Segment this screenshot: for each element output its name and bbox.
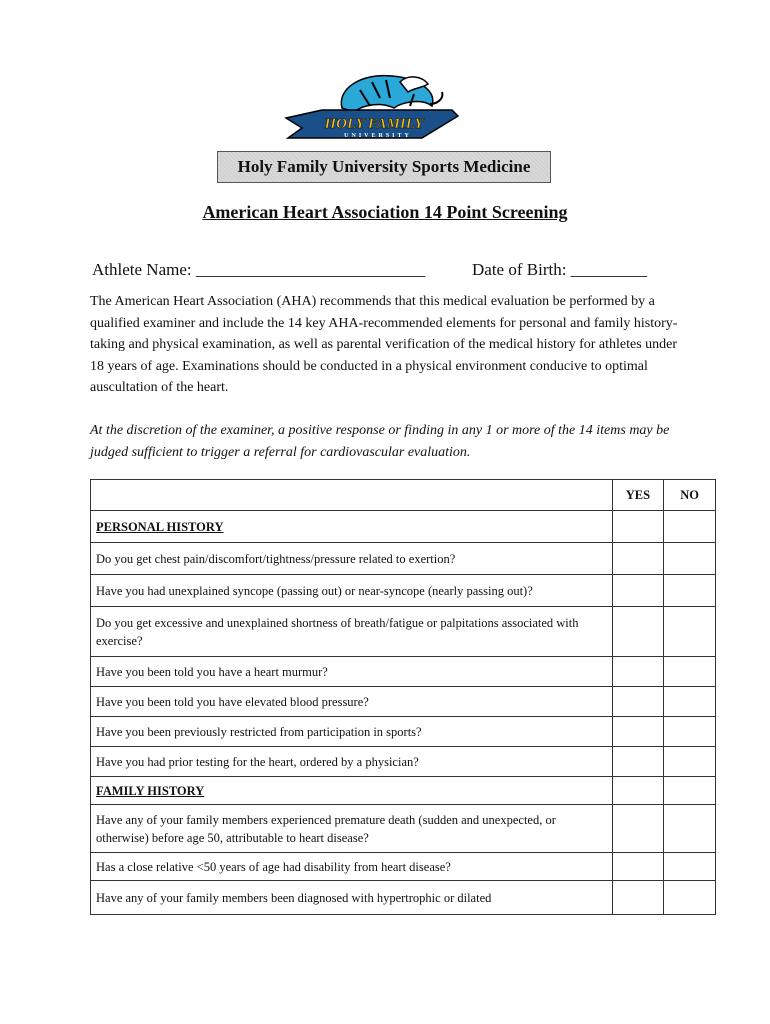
table-row <box>91 717 716 747</box>
no-checkbox[interactable] <box>664 657 716 687</box>
table-row <box>91 687 716 717</box>
screening-table <box>90 479 716 915</box>
intro-paragraph: The American Heart Association (AHA) recommends that this medical evaluation be performed by a qualified examiner and include the 14 key AHA-recommended elements for personal and family history-taking and physical examination, as well as parental verification of the medical history for athletes under 18 years of age. Examinations should be conducted in a physical environment conducive to optimal auscultation of the heart. <box>90 294 678 395</box>
no-checkbox[interactable] <box>664 747 716 777</box>
yes-checkbox[interactable] <box>612 543 664 575</box>
section-title: FAMILY HISTORY <box>91 777 613 805</box>
svg-text:UNIVERSITY: UNIVERSITY <box>344 133 412 139</box>
banner: Holy Family University Sports Medicine <box>217 151 551 183</box>
question-text: Have you had unexplained syncope (passing out) or near-syncope (nearly passing out)? <box>91 575 613 607</box>
university-logo <box>282 68 462 146</box>
svg-text:HOLY FAMILY: HOLY FAMILY <box>324 116 424 132</box>
table-row <box>91 607 716 657</box>
yes-checkbox[interactable] <box>612 511 664 543</box>
yes-checkbox[interactable] <box>612 747 664 777</box>
table-row <box>91 747 716 777</box>
no-checkbox[interactable] <box>664 575 716 607</box>
yes-column-header: YES <box>612 480 664 511</box>
no-checkbox[interactable] <box>664 717 716 747</box>
no-checkbox[interactable] <box>664 543 716 575</box>
table-row <box>91 881 716 915</box>
question-text: Do you get chest pain/discomfort/tightness/pressure related to exertion? <box>91 543 613 575</box>
no-checkbox[interactable] <box>664 687 716 717</box>
section-row-family-history <box>91 777 716 805</box>
question-text: Have any of your family members experienced premature death (sudden and unexpected, or otherwise) before age 50, attributable to heart disease? <box>91 805 613 853</box>
athlete-name-field[interactable]: Athlete Name: ___________________________ <box>92 260 426 279</box>
page-title: American Heart Association 14 Point Screening <box>202 202 568 222</box>
yes-checkbox[interactable] <box>612 575 664 607</box>
tiger-mascot-icon <box>282 68 462 146</box>
no-checkbox[interactable] <box>664 777 716 805</box>
yes-checkbox[interactable] <box>612 881 664 915</box>
yes-checkbox[interactable] <box>612 777 664 805</box>
no-checkbox[interactable] <box>664 805 716 853</box>
section-title: PERSONAL HISTORY <box>91 511 613 543</box>
table-row <box>91 575 716 607</box>
question-text: Have you been told you have elevated blood pressure? <box>91 687 613 717</box>
table-row <box>91 805 716 853</box>
section-row-personal-history <box>91 511 716 543</box>
no-column-header: NO <box>664 480 716 511</box>
no-checkbox[interactable] <box>664 511 716 543</box>
no-checkbox[interactable] <box>664 853 716 881</box>
question-text: Do you get excessive and unexplained shortness of breath/fatigue or palpitations associated with exercise? <box>91 607 613 657</box>
question-text: Have you had prior testing for the heart, ordered by a physician? <box>91 747 613 777</box>
table-header-row <box>91 480 716 511</box>
table-row <box>91 543 716 575</box>
question-text: Have any of your family members been diagnosed with hypertrophic or dilated <box>91 881 613 915</box>
question-text: Has a close relative <50 years of age had disability from heart disease? <box>91 853 613 881</box>
examiner-note: At the discretion of the examiner, a positive response or finding in any 1 or more of the 14 items may be judged sufficient to trigger a referral for cardiovascular evaluation. <box>90 423 670 460</box>
yes-checkbox[interactable] <box>612 687 664 717</box>
yes-checkbox[interactable] <box>612 657 664 687</box>
no-checkbox[interactable] <box>664 881 716 915</box>
yes-checkbox[interactable] <box>612 805 664 853</box>
no-checkbox[interactable] <box>664 607 716 657</box>
yes-checkbox[interactable] <box>612 717 664 747</box>
table-row <box>91 853 716 881</box>
yes-checkbox[interactable] <box>612 607 664 657</box>
table-row <box>91 657 716 687</box>
question-text: Have you been told you have a heart murmur? <box>91 657 613 687</box>
date-of-birth-field[interactable]: Date of Birth: _________ <box>472 260 648 279</box>
yes-checkbox[interactable] <box>612 853 664 881</box>
question-text: Have you been previously restricted from participation in sports? <box>91 717 613 747</box>
